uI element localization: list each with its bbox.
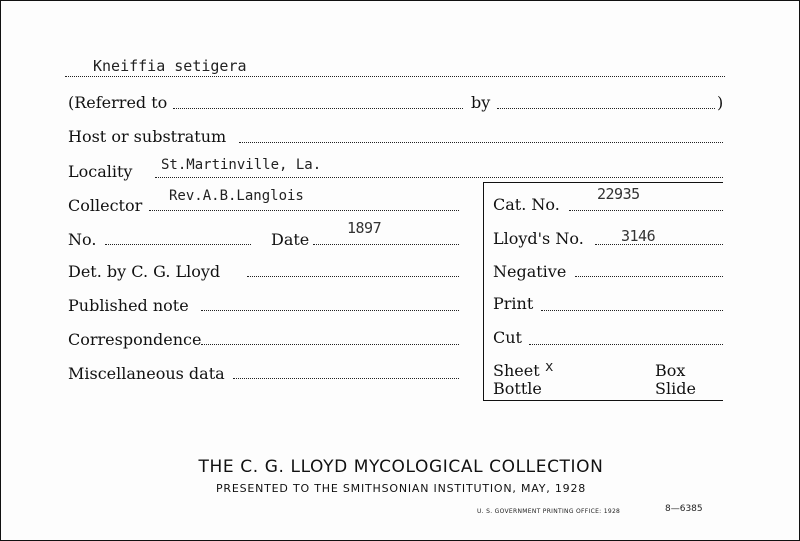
panel-top-border bbox=[483, 182, 723, 183]
published-note-line bbox=[201, 310, 459, 311]
species-name: Kneiffia setigera bbox=[93, 57, 247, 75]
date-line bbox=[313, 244, 459, 245]
referred-by-line bbox=[497, 108, 715, 109]
collection-subtitle: PRESENTED TO THE SMITHSONIAN INSTITUTION, MAY, 1928 bbox=[215, 482, 587, 495]
slide-label: Slide bbox=[655, 379, 696, 398]
print-label: Print bbox=[493, 294, 534, 313]
lloyds-no-line bbox=[595, 244, 723, 245]
referred-close: ) bbox=[717, 93, 724, 112]
lloyds-no-label: Lloyd's No. bbox=[493, 229, 584, 248]
cut-line bbox=[529, 344, 723, 345]
det-by-line bbox=[247, 276, 459, 277]
referred-by-label: by bbox=[471, 93, 491, 112]
form-number: 8—6385 bbox=[665, 504, 703, 514]
collector-line bbox=[149, 210, 459, 211]
number-label: No. bbox=[68, 230, 97, 249]
misc-data-line bbox=[233, 378, 459, 379]
cat-no-line bbox=[569, 210, 723, 211]
det-by-label: Det. by C. G. Lloyd bbox=[68, 262, 221, 281]
box-label: Box bbox=[655, 361, 686, 380]
collector-label: Collector bbox=[68, 196, 143, 215]
cut-label: Cut bbox=[493, 328, 522, 347]
published-note-label: Published note bbox=[68, 296, 189, 315]
locality-label: Locality bbox=[68, 162, 133, 181]
collection-title: THE C. G. LLOYD MYCOLOGICAL COLLECTION bbox=[198, 457, 604, 477]
locality-line bbox=[155, 177, 723, 178]
panel-left-border bbox=[483, 182, 484, 400]
locality-value: St.Martinville, La. bbox=[161, 157, 322, 173]
referred-to-label: (Referred to bbox=[68, 93, 168, 112]
number-line bbox=[105, 244, 251, 245]
printing-office-imprint: U. S. GOVERNMENT PRINTING OFFICE: 1928 bbox=[477, 508, 621, 515]
cat-no-value: 22935 bbox=[597, 185, 640, 203]
print-line bbox=[541, 310, 723, 311]
misc-data-label: Miscellaneous data bbox=[68, 364, 225, 383]
date-value: 1897 bbox=[347, 219, 382, 237]
species-line bbox=[65, 76, 725, 77]
sheet-label: Sheet bbox=[493, 361, 540, 380]
referred-to-line bbox=[173, 108, 463, 109]
host-label: Host or substratum bbox=[68, 127, 227, 146]
collector-value: Rev.A.B.Langlois bbox=[169, 188, 304, 204]
negative-line bbox=[575, 276, 723, 277]
correspondence-line bbox=[201, 344, 459, 345]
date-label: Date bbox=[271, 230, 310, 249]
cat-no-label: Cat. No. bbox=[493, 195, 560, 214]
bottle-label: Bottle bbox=[493, 379, 542, 398]
panel-bottom-border bbox=[483, 400, 723, 401]
host-line bbox=[239, 142, 723, 143]
negative-label: Negative bbox=[493, 262, 567, 281]
lloyds-no-value: 3146 bbox=[621, 227, 656, 245]
sheet-mark: x bbox=[545, 359, 554, 375]
correspondence-label: Correspondence bbox=[68, 330, 202, 349]
